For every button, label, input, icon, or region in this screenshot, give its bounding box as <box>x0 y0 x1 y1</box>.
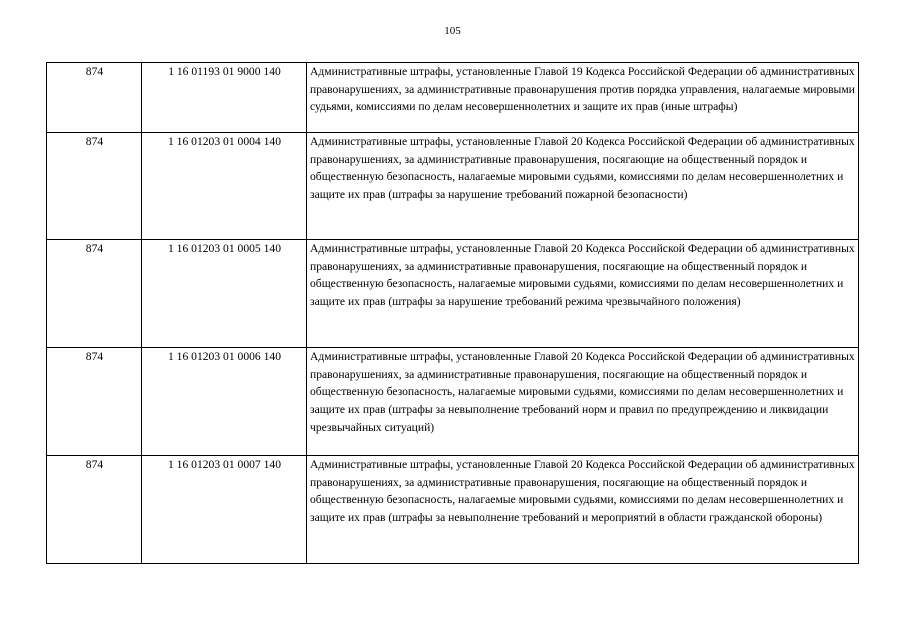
budget-classification-code-cell: 1 16 01203 01 0006 140 <box>142 348 307 456</box>
description-cell: Административные штрафы, установленные Главой 20 Кодекса Российской Федерации об административных правонарушениях, за административные правонарушения, посягающие на общественный порядок и общественную безопасность, налагаемые мировыми судьями, комиссиями по делам несовершеннолетних и защите их прав (штрафы за нарушение требований режима чрезвычайного положения) <box>307 240 859 348</box>
table-row <box>47 133 859 240</box>
admin-code-cell: 874 <box>47 133 142 240</box>
description-cell: Административные штрафы, установленные Главой 19 Кодекса Российской Федерации об административных правонарушениях, за административные правонарушения против порядка управления, налагаемые мировыми судьями, комиссиями по делам несовершеннолетних и защите их прав (иные штрафы) <box>307 63 859 133</box>
description-cell: Административные штрафы, установленные Главой 20 Кодекса Российской Федерации об административных правонарушениях, за административные правонарушения, посягающие на общественный порядок и общественную безопасность, налагаемые мировыми судьями, комиссиями по делам несовершеннолетних и защите их прав (штрафы за невыполнение требований и мероприятий в области гражданской обороны) <box>307 456 859 564</box>
table-row <box>47 63 859 133</box>
budget-codes-table <box>46 62 859 564</box>
budget-classification-code-cell: 1 16 01203 01 0005 140 <box>142 240 307 348</box>
admin-code-cell: 874 <box>47 63 142 133</box>
description-cell: Административные штрафы, установленные Главой 20 Кодекса Российской Федерации об административных правонарушениях, за административные правонарушения, посягающие на общественный порядок и общественную безопасность, налагаемые мировыми судьями, комиссиями по делам несовершеннолетних и защите их прав (штрафы за невыполнение требований норм и правил по предупреждению и ликвидации чрезвычайных ситуаций) <box>307 348 859 456</box>
description-cell: Административные штрафы, установленные Главой 20 Кодекса Российской Федерации об административных правонарушениях, за административные правонарушения, посягающие на общественный порядок и общественную безопасность, налагаемые мировыми судьями, комиссиями по делам несовершеннолетних и защите их прав (штрафы за нарушение требований пожарной безопасности) <box>307 133 859 240</box>
table-row <box>47 240 859 348</box>
admin-code-cell: 874 <box>47 456 142 564</box>
budget-classification-code-cell: 1 16 01193 01 9000 140 <box>142 63 307 133</box>
budget-classification-code-cell: 1 16 01203 01 0004 140 <box>142 133 307 240</box>
table-row <box>47 456 859 564</box>
table-row <box>47 348 859 456</box>
budget-classification-code-cell: 1 16 01203 01 0007 140 <box>142 456 307 564</box>
admin-code-cell: 874 <box>47 348 142 456</box>
page-number: 105 <box>444 25 461 37</box>
admin-code-cell: 874 <box>47 240 142 348</box>
